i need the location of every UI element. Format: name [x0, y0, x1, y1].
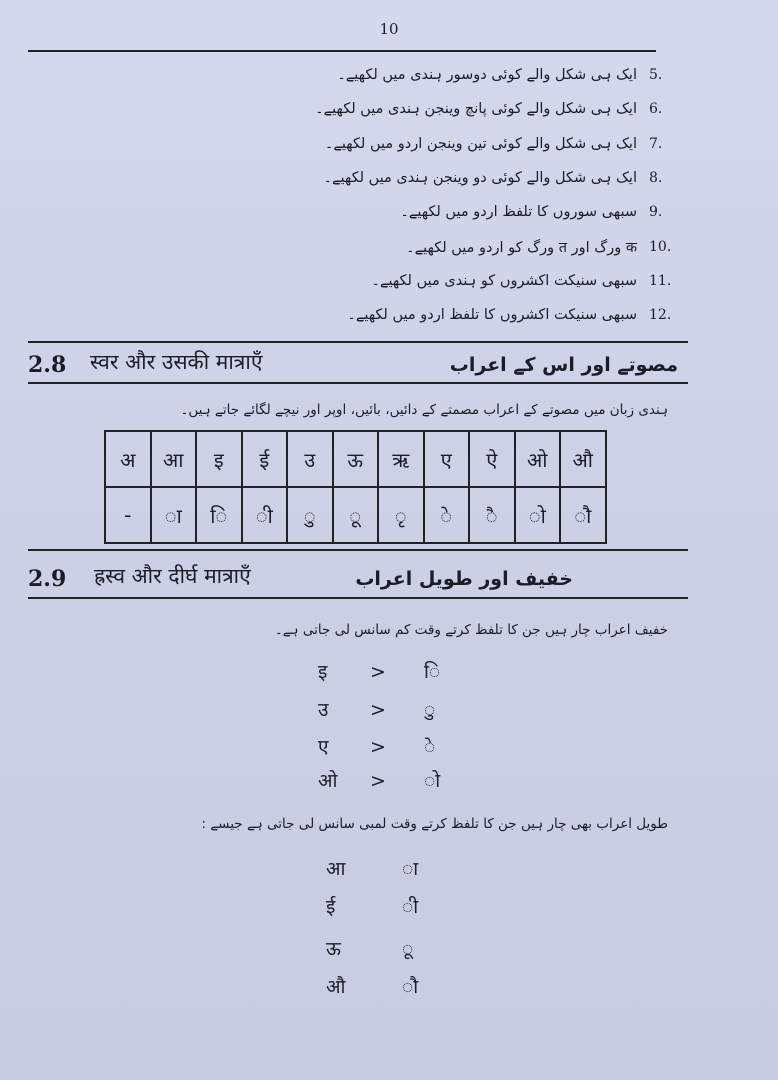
long-matra-pair — [326, 855, 418, 881]
vowel-cell: ए — [424, 431, 470, 487]
section-intro: ہندی زبان میں مصوتے کے اعراب مصمتے کے دائیں، بائیں، اوپر اور نیچے لگائے جاتے ہیں۔ — [180, 402, 668, 418]
matra-cell: ो — [515, 487, 561, 543]
exercise-text: ایک ہی شکل والے کوئی پانچ وینجن ہندی میں لکھیے۔ — [315, 101, 637, 118]
vowel-cell: ऊ — [333, 431, 379, 487]
exercise-text: ایک ہی شکل والے کوئی تین وینجن اردو میں لکھیے۔ — [324, 135, 637, 152]
matra-cell: ी — [242, 487, 288, 543]
exercise-item — [123, 229, 683, 263]
pair-vowel: ई — [326, 896, 336, 918]
long-matra-intro: طویل اعراب بھی چار ہیں جن کا تلفظ کرتے وقت لمبی سانس لی جاتی ہے جیسے : — [201, 816, 668, 832]
vowel-cell: ई — [242, 431, 288, 487]
long-matra-pair — [326, 973, 418, 999]
vowel-cell: ऐ — [469, 431, 515, 487]
vowel-row — [105, 431, 606, 487]
exercise-item — [123, 161, 683, 195]
matra-cell: ु — [287, 487, 333, 543]
exercise-item — [123, 298, 683, 332]
vowel-cell: इ — [196, 431, 242, 487]
vowel-cell: अ — [105, 431, 151, 487]
pair-vowel: ऊ — [326, 938, 341, 960]
short-matra-pair — [318, 767, 440, 793]
matra-cell: ृ — [378, 487, 424, 543]
section-number: 2.9 — [28, 566, 67, 592]
exercise-list — [123, 58, 683, 332]
matra-cell: - — [105, 487, 151, 543]
matra-cell: ू — [333, 487, 379, 543]
exercise-item — [123, 264, 683, 298]
pair-matra: ौ — [402, 976, 419, 998]
pair-vowel: इ — [318, 661, 328, 683]
matra-row — [105, 487, 606, 543]
vowel-cell: ऋ — [378, 431, 424, 487]
vowel-cell: औ — [560, 431, 606, 487]
short-matra-pair — [318, 658, 440, 684]
exercise-item — [123, 92, 683, 126]
exercise-number: 10. — [649, 238, 672, 255]
pair-vowel: ओ — [318, 770, 338, 792]
pair-sign: > — [370, 661, 386, 683]
section-title-hindi: स्वर और उसकी मात्राएँ — [90, 350, 263, 374]
pair-matra: ा — [402, 858, 419, 880]
exercise-item — [123, 127, 683, 161]
matra-cell: ै — [469, 487, 515, 543]
pair-matra: ु — [424, 699, 436, 721]
vowel-matra-table — [104, 430, 607, 544]
exercise-text: سبھی سوروں کا تلفظ اردو میں لکھیے۔ — [400, 204, 637, 221]
top-rule — [28, 50, 656, 52]
exercise-number: 8. — [649, 170, 663, 187]
exercise-text: ایک ہی شکل والے کوئی دو وینجن ہندی میں لکھیے۔ — [323, 170, 637, 187]
exercise-number: 6. — [649, 101, 663, 118]
vowel-cell: आ — [151, 431, 197, 487]
pair-vowel: औ — [326, 976, 346, 998]
section-number: 2.8 — [28, 352, 67, 378]
matra-cell: ा — [151, 487, 197, 543]
pair-matra: ू — [402, 938, 414, 960]
short-matra-pair — [318, 696, 435, 722]
short-matra-pair — [318, 733, 435, 759]
exercise-number: 5. — [649, 67, 663, 84]
section-heading-2-8 — [28, 346, 688, 380]
exercise-item — [123, 195, 683, 229]
short-matra-intro: خفیف اعراب چار ہیں جن کا تلفظ کرتے وقت کم سانس لی جاتی ہے۔ — [274, 622, 668, 638]
exercise-item — [123, 58, 683, 92]
matra-cell: ौ — [560, 487, 606, 543]
section-top-rule — [28, 341, 688, 343]
section-title-urdu: خفیف اور طویل اعراب — [355, 568, 573, 590]
exercise-text: سبھی سنیکت اکشروں کا تلفظ اردو میں لکھیے۔ — [347, 307, 637, 324]
pair-matra: ि — [424, 661, 441, 683]
page-number: 10 — [379, 20, 399, 38]
section-heading-2-9 — [28, 560, 688, 594]
pair-vowel: आ — [326, 858, 346, 880]
section-top-rule — [28, 549, 688, 551]
exercise-number: 12. — [649, 307, 672, 324]
matra-cell: ि — [196, 487, 242, 543]
pair-matra: ो — [424, 770, 441, 792]
long-matra-pair — [326, 935, 413, 961]
pair-vowel: ए — [318, 736, 329, 758]
pair-sign: > — [370, 699, 386, 721]
section-bottom-rule — [28, 382, 688, 384]
matra-cell: े — [424, 487, 470, 543]
pair-sign: > — [370, 736, 386, 758]
long-matra-pair — [326, 893, 418, 919]
section-title-urdu: مصوتے اور اس کے اعراب — [449, 354, 678, 376]
vowel-cell: ओ — [515, 431, 561, 487]
exercise-text: ایک ہی شکل والے کوئی دوسور ہندی میں لکھیے۔ — [337, 67, 637, 84]
exercise-number: 11. — [649, 272, 672, 289]
exercise-number: 9. — [649, 204, 663, 221]
exercise-number: 7. — [649, 135, 663, 152]
exercise-text: سبھی سنیکت اکشروں کو ہندی میں لکھیے۔ — [371, 272, 637, 289]
section-bottom-rule — [28, 597, 688, 599]
pair-sign: > — [370, 770, 386, 792]
pair-matra: ी — [402, 896, 419, 918]
vowel-cell: उ — [287, 431, 333, 487]
pair-vowel: उ — [318, 699, 329, 721]
exercise-text: क ورگ اور त ورگ کو اردو میں لکھیے۔ — [406, 239, 637, 256]
pair-matra: े — [424, 736, 436, 758]
section-title-hindi: ह्रस्व और दीर्घ मात्राएँ — [94, 564, 251, 588]
